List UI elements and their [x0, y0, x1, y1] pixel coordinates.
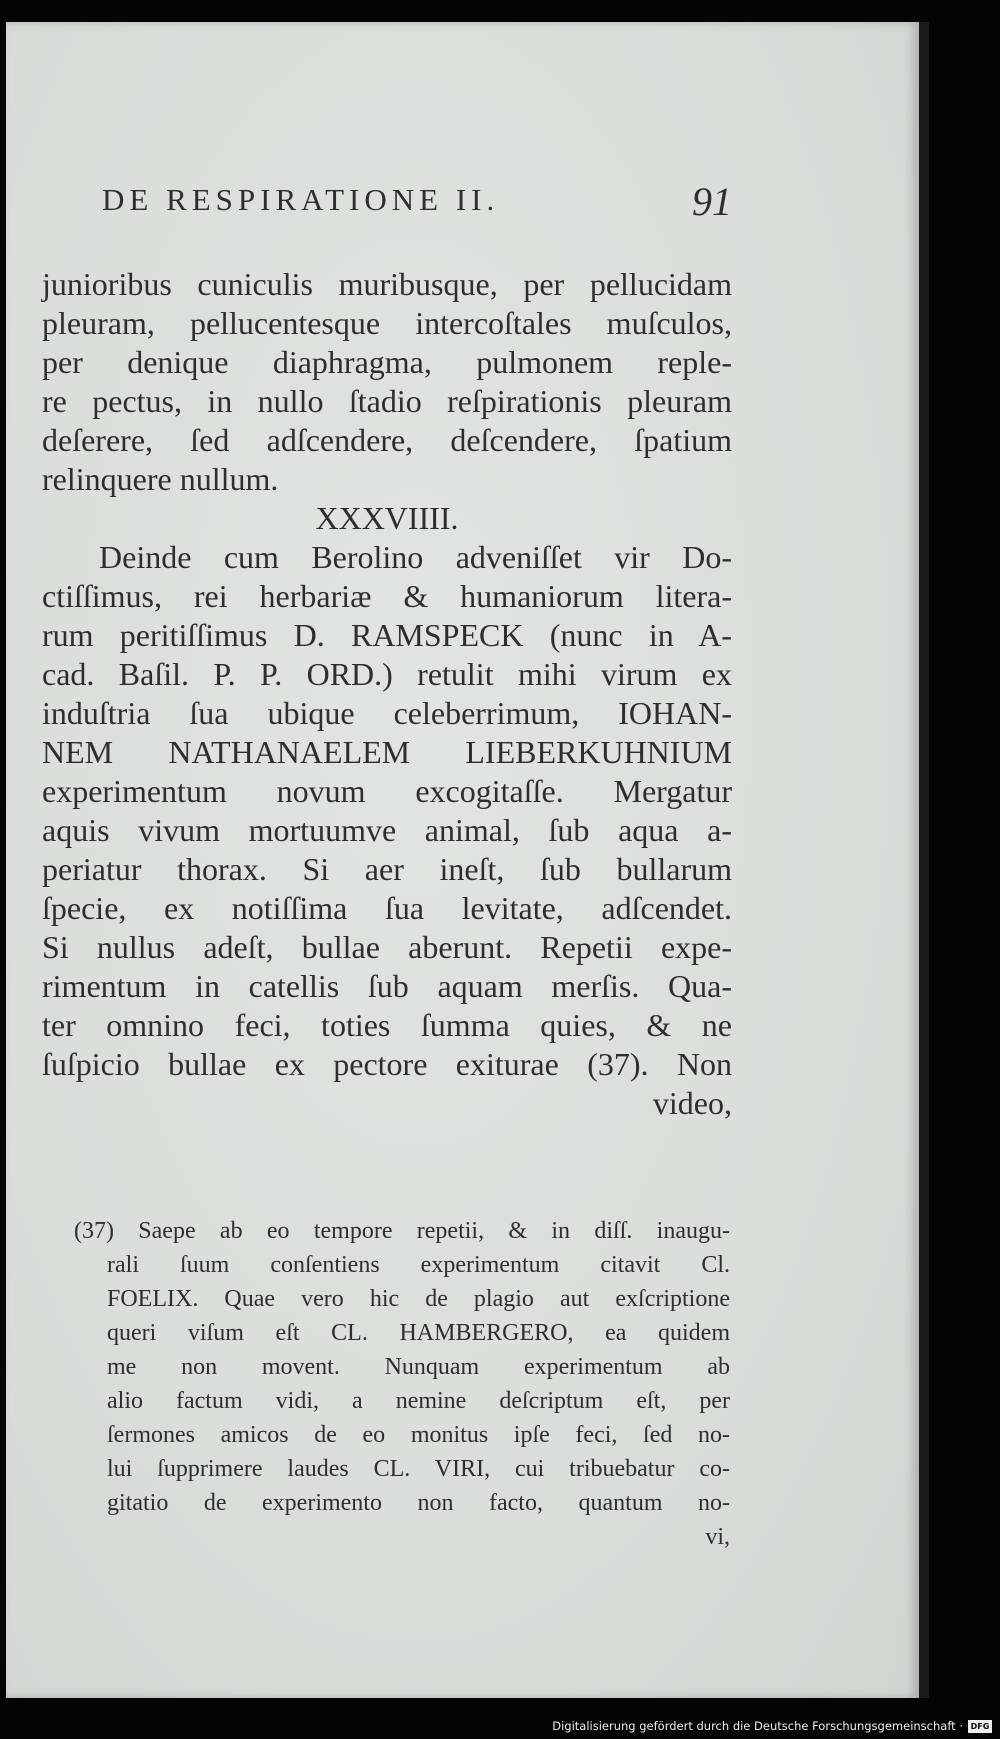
text-line: NEM NATHANAELEM LIEBERKUHNIUM	[42, 734, 732, 770]
text-line: induſtria ſua ubique celeberrimum, IOHAN-	[42, 695, 732, 731]
text-line: experimentum novum excogitaſſe. Mergatur	[42, 773, 732, 809]
text-line: periatur thorax. Si aer ineſt, ſub bullarum	[42, 851, 732, 887]
text-line: Deinde cum Berolino adveniſſet vir Do-	[99, 539, 732, 575]
running-head	[102, 182, 742, 228]
digitization-credit	[552, 1717, 992, 1735]
text-line: re pectus, in nullo ſtadio reſpirationis pleuram	[42, 383, 732, 419]
footnote	[74, 1214, 730, 1554]
footnote-line: lui ſupprimere laudes CL. VIRI, cui tribuebatur co-	[107, 1456, 730, 1482]
footnote-line: alio factum vidi, a nemine deſcriptum eſt, per	[107, 1388, 730, 1414]
footnote-line: (37) Saepe ab eo tempore repetii, & in diſſ. inaugu-	[74, 1218, 730, 1244]
text-line: pleuram, pellucentesque intercoſtales muſculos,	[42, 305, 732, 341]
text-line: deſerere, ſed adſcendere, deſcendere, ſpatium	[42, 422, 732, 458]
catchword: video,	[652, 1085, 732, 1121]
text-line: rimentum in catellis ſub aquam merſis. Qua-	[42, 968, 732, 1004]
section-heading: XXXVIIII.	[315, 500, 459, 536]
footnote-line: queri viſum eſt CL. HAMBERGERO, ea quidem	[107, 1320, 730, 1346]
text-line: ctiſſimus, rei herbariæ & humaniorum litera-	[42, 578, 732, 614]
credit-text: Digitalisierung gefördert durch die Deutsche Forschungsgemeinschaft ·	[552, 1719, 963, 1733]
text-line: Si nullus adeſt, bullae aberunt. Repetii expe-	[42, 929, 732, 965]
footnote-line: ſermones amicos de eo monitus ipſe feci, ſed no-	[107, 1422, 730, 1448]
text-line: rum peritiſſimus D. RAMSPECK (nunc in A-	[42, 617, 732, 653]
text-line: relinquere nullum.	[42, 461, 279, 497]
footnote-line: gitatio de experimento non facto, quantum no-	[107, 1490, 730, 1516]
text-line: aquis vivum mortuumve animal, ſub aqua a-	[42, 812, 732, 848]
page-number: 91	[692, 179, 732, 224]
footnote-catchword: vi,	[705, 1524, 730, 1550]
text-line: ſuſpicio bullae ex pectore exiturae (37). Non	[42, 1046, 732, 1082]
page-edge-shadow	[919, 22, 929, 1698]
footnote-line: FOELIX. Quae vero hic de plagio aut exſcriptione	[107, 1286, 730, 1312]
footnote-line: me non movent. Nunquam experimentum ab	[107, 1354, 730, 1380]
text-line: per denique diaphragma, pulmonem reple-	[42, 344, 732, 380]
text-line: cad. Baſil. P. P. ORD.) retulit mihi virum ex	[42, 656, 732, 692]
text-line: ter omnino feci, toties ſumma quies, & ne	[42, 1007, 732, 1043]
footnote-line: rali ſuum conſentiens experimentum citavit Cl.	[107, 1252, 730, 1278]
text-line: junioribus cuniculis muribusque, per pellucidam	[42, 266, 732, 302]
running-title: DE RESPIRATIONE II.	[102, 182, 500, 217]
text-line: ſpecie, ex notiſſima ſua levitate, adſcendet.	[42, 890, 732, 926]
book-page	[6, 22, 919, 1698]
body-text	[42, 265, 732, 1123]
dfg-logo-icon: DFG	[968, 1720, 992, 1733]
